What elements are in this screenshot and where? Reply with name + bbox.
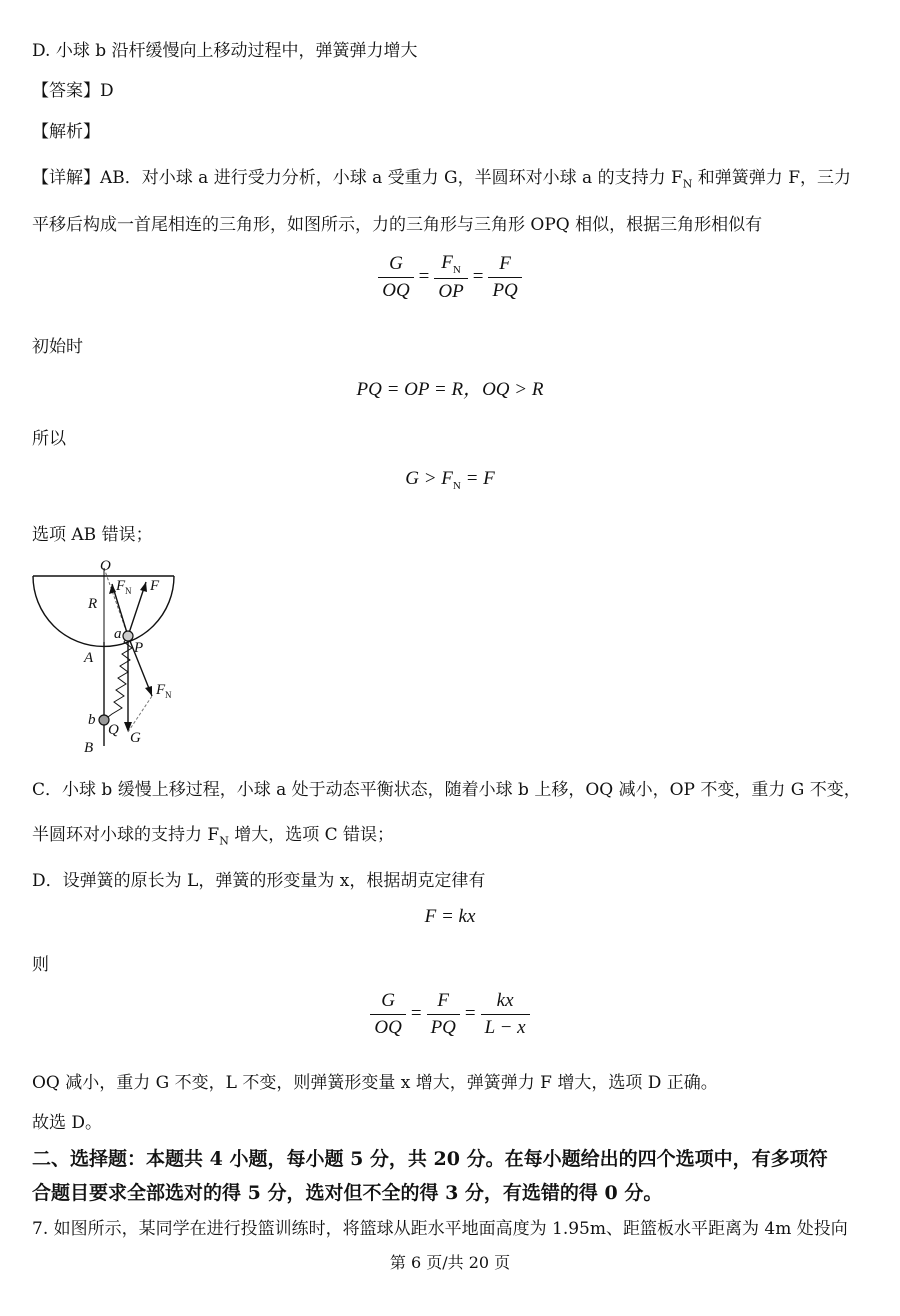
label-p: P — [134, 640, 144, 656]
answer-label: 【答案】D — [32, 81, 114, 101]
initially-label: 初始时 — [32, 337, 83, 357]
label-f: F — [150, 578, 160, 594]
section-heading-line-2: 合题目要求全部选对的得 5 分，选对但不全的得 3 分，有选错的得 0 分。 — [32, 1182, 663, 1204]
ab-wrong-text: 选项 AB 错误； — [32, 525, 153, 545]
equation-inequality: $G > F_N = F$ — [405, 468, 495, 492]
label-r: R — [88, 596, 98, 612]
closing-dash — [128, 696, 152, 732]
option-c-line-1: C．小球 b 缓慢上移过程，小球 a 处于动态平衡状态，随着小球 b 上移，OQ 减小，OP 不变，重力 G 不变， — [32, 780, 861, 800]
choose-d: 故选 D。 — [32, 1113, 103, 1133]
label-q: Q — [108, 722, 119, 738]
option-d-conclusion: OQ 减小，重力 G 不变，L 不变，则弹簧形变量 x 增大，弹簧弹力 F 增大，选项 D 正确。 — [32, 1073, 718, 1093]
equation-hooke: F = kx — [424, 906, 476, 927]
ball-a — [123, 631, 133, 641]
label-b: b — [88, 712, 96, 728]
equation-ratio: $\frac{G}{OQ}$ = $\frac{F}{PQ}$ = $\frac{kx}{L - x}$ — [0, 990, 900, 1039]
option-d-text: D. 小球 b 沿杆缓慢向上移动过程中，弹簧弹力增大 — [32, 41, 418, 61]
option-d-line-1: D．设弹簧的原长为 L，弹簧的形变量为 x，根据胡克定律有 — [32, 871, 486, 891]
equation-initial: PQ = OP = R，OQ > R — [356, 379, 544, 400]
label-b-upper: B — [84, 740, 94, 756]
section-heading-line-1: 二、选择题：本题共 4 小题，每小题 5 分，共 20 分。在每小题给出的四个选项中，有多项符 — [32, 1148, 828, 1170]
therefore-label: 所以 — [32, 429, 66, 449]
detail-line-2: 平移后构成一首尾相连的三角形，如图所示，力的三角形与三角形 OPQ 相似，根据三角形相似有 — [32, 215, 763, 235]
equation-similar-triangles: $\frac{G}{OQ}$ = $\frac{F_N}{OP}$ = $\frac{F}{PQ}$ — [0, 252, 900, 303]
label-fn-lower: F — [156, 682, 166, 698]
question-7: 7. 如图所示，某同学在进行投篮训练时，将篮球从距水平地面高度为 1.95m、距篮板水平距离为 4m 处投向 — [32, 1219, 848, 1239]
label-a-upper: A — [84, 650, 94, 666]
option-c-line-2: 半圆环对小球的支持力 $F_N$ 增大，选项 C 错误； — [32, 825, 395, 848]
analysis-label: 【解析】 — [32, 122, 100, 142]
label-fn-upper: F — [116, 578, 126, 594]
label-fn-lower-sub: N — [165, 690, 172, 700]
label-a: a — [114, 626, 122, 642]
label-fn-upper-sub: N — [125, 586, 132, 596]
label-g: G — [130, 730, 141, 746]
page-footer: 第 6 页/共 20 页 — [389, 1253, 511, 1272]
detail-line-1: 【详解】AB．对小球 a 进行受力分析，小球 a 受重力 G，半圆环对小球 a 的支持力 $F_N$ 和弹簧弹力 F，三力 — [32, 168, 852, 191]
then-label: 则 — [32, 955, 49, 975]
label-o: O — [100, 558, 111, 574]
force-diagram — [28, 556, 188, 756]
